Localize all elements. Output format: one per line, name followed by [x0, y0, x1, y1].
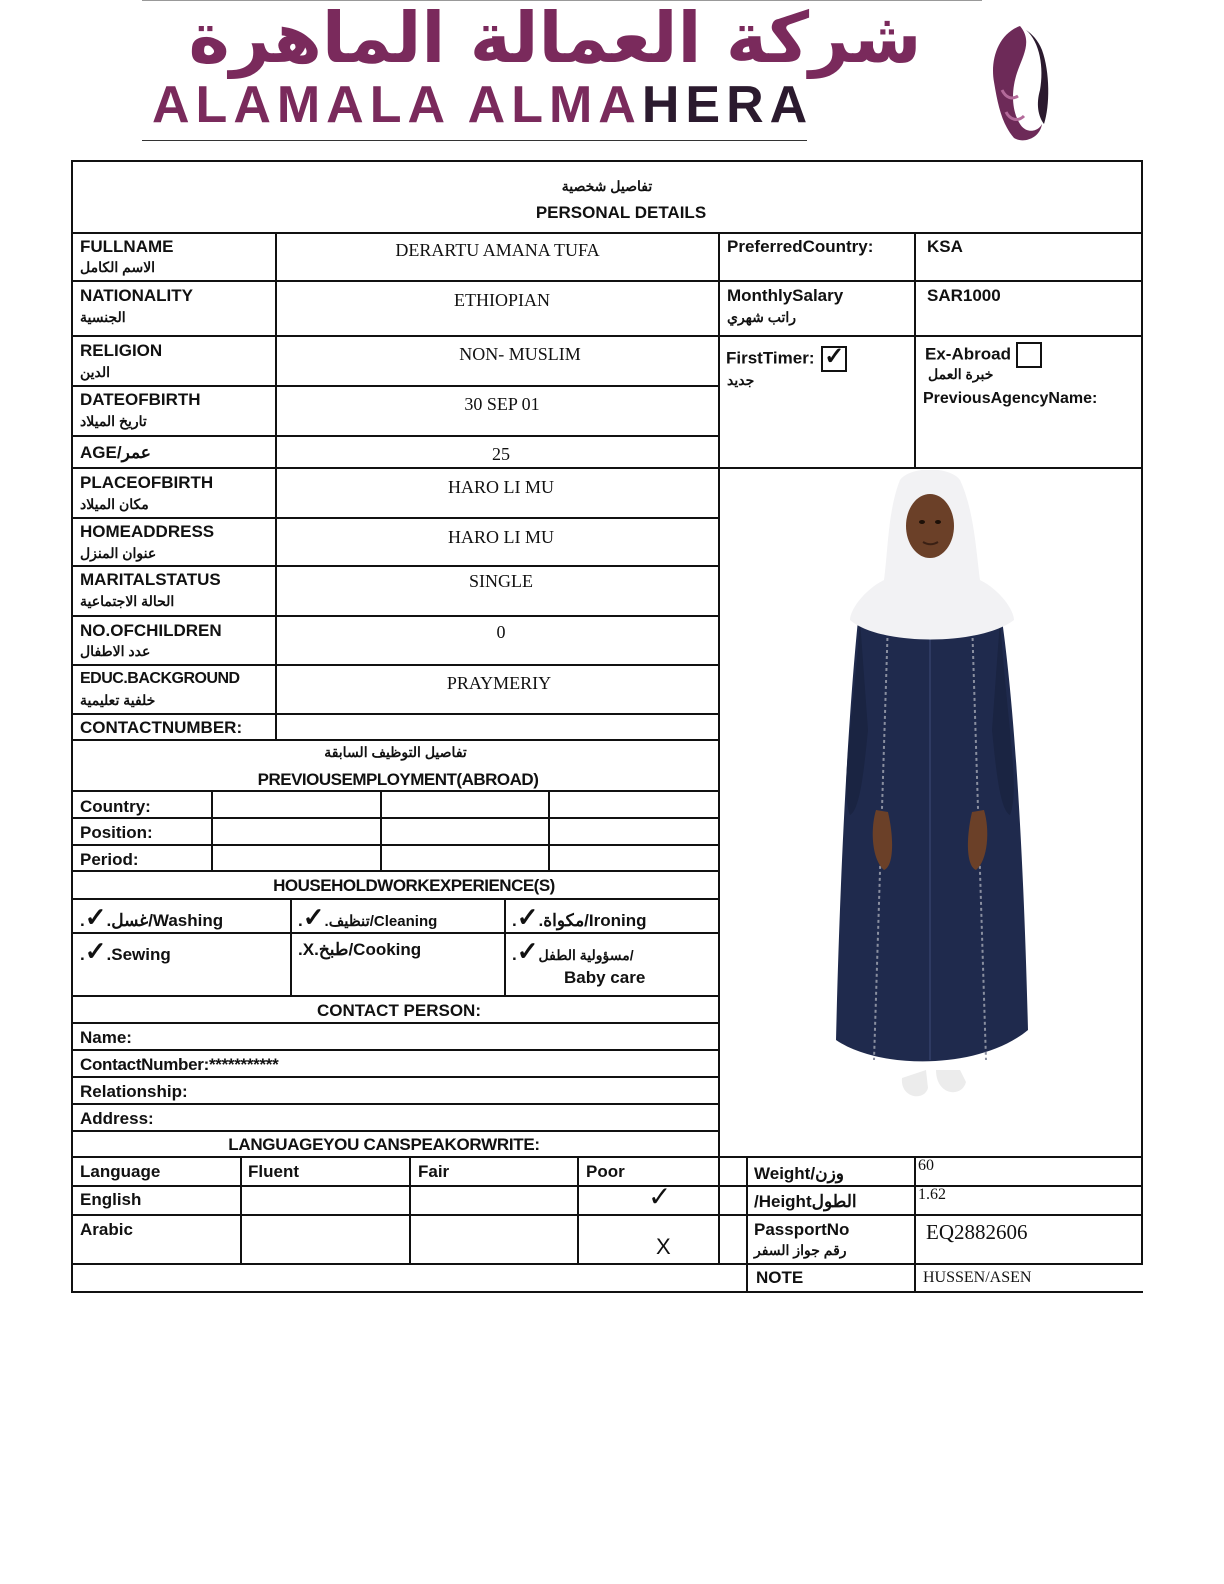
baby-care-check-icon: ✓: [516, 936, 539, 966]
contact-relationship-label: Relationship:: [80, 1082, 188, 1101]
height-value: 1.62: [918, 1186, 946, 1203]
pob-value: HARO LI MU: [448, 477, 554, 497]
lang-header-fair: Fair: [418, 1162, 450, 1181]
sewing-label: .Sewing: [106, 945, 171, 964]
english-poor-check-icon: ✓: [648, 1181, 672, 1212]
brand-arabic-name: شركة العمالة الماهرة: [188, 0, 922, 79]
passport-label-ar: رقم جواز السفر: [754, 1242, 847, 1258]
lang-header-language: Language: [80, 1162, 161, 1181]
skill-sewing: .✓.Sewing: [80, 936, 171, 966]
height-label: /Heightالطول: [754, 1192, 857, 1211]
pob-label-ar: مكان الميلاد: [80, 496, 149, 512]
sewing-check-icon: ✓: [84, 936, 107, 966]
contact-person-title: CONTACT PERSON:: [316, 1001, 481, 1020]
baby-care-label: Baby care: [564, 968, 646, 987]
cleaning-check-icon: ✓: [302, 902, 325, 932]
first-timer-label: [726, 343, 847, 372]
ex-abroad-label-ar: خبرة العمل: [928, 366, 994, 382]
lang-arabic: Arabic: [80, 1220, 133, 1239]
arabic-poor-x-icon: X: [656, 1234, 671, 1259]
dob-label-ar: تاريخ الميلاد: [80, 413, 147, 429]
address-value: HARO LI MU: [448, 527, 554, 547]
skill-cleaning: .✓.تنظيف/Cleaning: [298, 902, 438, 932]
contact-name-label: Name:: [80, 1028, 132, 1047]
ironing-check-icon: ✓: [516, 902, 539, 932]
skill-ironing: .✓.مكواة/Ironing: [512, 902, 647, 932]
cooking-label: .طبخ/Cooking: [314, 940, 422, 959]
note-label: NOTE: [756, 1268, 804, 1287]
fullname-label: FULLNAME: [80, 237, 174, 256]
washing-check-icon: ✓: [84, 902, 107, 932]
children-label: NO.OFCHILDREN: [80, 621, 222, 640]
nationality-value: ETHIOPIAN: [454, 290, 550, 310]
pob-label: PLACEOFBIRTH: [80, 473, 214, 492]
logo-rule: [142, 140, 807, 141]
passport-label: PassportNo: [754, 1220, 850, 1239]
first-timer-text: FirstTimer:: [726, 348, 815, 368]
education-value: PRAYMERIY: [446, 673, 552, 693]
brand-latin-part2: HERA: [641, 76, 814, 134]
dob-value: 30 SEP 01: [464, 394, 540, 414]
monthly-salary-value: SAR1000: [927, 286, 1001, 305]
ex-abroad-text: Ex-Abroad: [925, 344, 1011, 364]
dob-label: DATEOFBIRTH: [80, 390, 201, 409]
nationality-label-ar: الجنسية: [80, 309, 126, 325]
education-label: EDUC.BACKGROUND: [80, 670, 240, 687]
cooking-x-icon: X: [302, 940, 315, 959]
lang-english: English: [80, 1190, 142, 1209]
children-label-ar: عدد الاطفال: [80, 643, 151, 659]
skill-baby-care: .✓مسؤولية الطفل/: [512, 936, 634, 966]
weight-value: 60: [918, 1157, 934, 1174]
personal-details-title: PERSONAL DETAILS: [535, 203, 707, 222]
monthly-salary-label-ar: راتب شهري: [727, 309, 797, 325]
skill-cooking: .X.طبخ/Cooking: [298, 940, 422, 959]
household-title: HOUSEHOLDWORKEXPERIENCE(S): [273, 876, 555, 895]
skill-washing: .✓.غسل/Washing: [80, 902, 224, 932]
religion-label-ar: الدين: [80, 364, 111, 380]
first-timer-label-ar: جديد: [727, 372, 755, 388]
address-label: HOMEADDRESS: [80, 522, 215, 541]
first-timer-check-icon: ✓: [824, 343, 845, 370]
weight-label: Weight/وزن: [754, 1164, 844, 1183]
preferred-country-value: KSA: [927, 237, 963, 256]
previous-employment-title: PREVIOUSEMPLOYMENT(ABROAD): [257, 770, 539, 789]
fullname-value: DERARTU AMANA TUFA: [395, 240, 600, 260]
lang-header-fluent: Fluent: [248, 1162, 299, 1181]
education-label-ar: خلفية تعليمية: [80, 692, 156, 708]
washing-label: .غسل/Washing: [106, 911, 224, 930]
cleaning-label: .تنظيف/Cleaning: [324, 913, 438, 930]
marital-label-ar: الحالة الاجتماعية: [80, 593, 175, 609]
note-value: HUSSEN/ASEN: [923, 1269, 1032, 1286]
previous-employment-title-ar: تفاصيل التوظيف السابقة: [324, 744, 467, 760]
religion-label: RELIGION: [80, 341, 163, 360]
ex-abroad-checkbox[interactable]: [1016, 342, 1042, 368]
prev-country-label: Country:: [80, 797, 151, 816]
fullname-label-ar: الاسم الكامل: [80, 259, 156, 275]
ironing-label: .مكواة/Ironing: [538, 911, 647, 930]
marital-label: MARITALSTATUS: [80, 570, 221, 589]
brand-face-logo-icon: [980, 20, 1050, 144]
prev-position-label: Position:: [80, 823, 153, 842]
languages-title: LANGUAGEYOU CANSPEAKORWRITE:: [228, 1135, 540, 1154]
address-label-ar: عنوان المنزل: [80, 545, 157, 561]
previous-agency-label: PreviousAgencyName:: [923, 390, 1098, 407]
first-timer-checkbox[interactable]: [821, 343, 847, 372]
contact-number-field: ContactNumber:***********: [80, 1055, 279, 1074]
age-value: 25: [492, 444, 510, 464]
preferred-country-label: PreferredCountry:: [727, 237, 874, 256]
monthly-salary-label: MonthlySalary: [727, 286, 844, 305]
nationality-label: NATIONALITY: [80, 286, 194, 305]
contact-number-label: CONTACTNUMBER:: [80, 718, 243, 737]
marital-value: SINGLE: [469, 571, 533, 591]
ex-abroad-label: [925, 342, 1042, 368]
prev-period-label: Period:: [80, 850, 139, 869]
age-label: AGE/عمر: [80, 443, 151, 462]
brand-latin-part1: ALAMALA ALMA: [152, 76, 642, 134]
passport-value: EQ2882606: [926, 1220, 1028, 1244]
religion-value: NON- MUSLIM: [459, 344, 581, 364]
baby-care-label-ar: مسؤولية الطفل/: [538, 947, 634, 963]
lang-header-poor: Poor: [586, 1162, 625, 1181]
applicant-photo: [830, 470, 1030, 1122]
personal-details-title-ar: تفاصيل شخصية: [561, 178, 653, 194]
contact-address-label: Address:: [80, 1109, 154, 1128]
brand-latin-name: [152, 78, 972, 132]
children-value: 0: [496, 622, 506, 642]
